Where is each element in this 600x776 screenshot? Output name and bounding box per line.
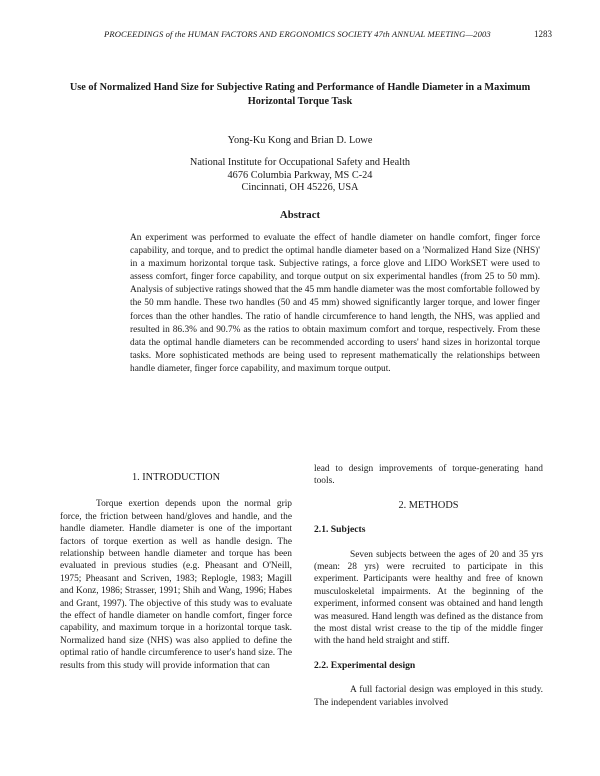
paper-title: Use of Normalized Hand Size for Subjective Rating and Performance of Handle Diameter in a Maximum Horizontal Torque Task [69, 82, 531, 107]
authors: Yong-Ku Kong and Brian D. Lowe [227, 135, 373, 146]
abstract-heading: Abstract [279, 209, 321, 221]
right-column [314, 463, 543, 709]
introduction-heading: 1. INTRODUCTION [131, 472, 221, 483]
subjects-heading: 2.1. Subjects [314, 524, 366, 536]
page-number: 1283 [534, 29, 552, 39]
methods-heading: 2. METHODS [398, 499, 459, 511]
design-paragraph: A full factorial design was employed in this study. The independent variables involved [314, 685, 543, 708]
affiliation-institution: National Institute for Occupational Safety and Health [189, 157, 411, 168]
left-column [60, 472, 292, 672]
conference-title: PROCEEDINGS of the HUMAN FACTORS AND ERGONOMICS SOCIETY 47th ANNUAL MEETING—2003 [104, 29, 491, 39]
introduction-continuation: lead to design improvements of torque-generating hand tools. [314, 464, 543, 487]
abstract-text: An experiment was performed to evaluate the effect of handle diameter on handle comfort, finger force capability, and torque, and to predict the optimal handle diameter based on a 'Normalized Hand Size (NHS)' in a maximum horizontal torque task. Subjective ratings, a force glove and LIDO WorkSET were used to assess comfort, finger force capability, and torque output on six experimental handles (from 25 to 50 mm). Analysis of subjective ratings showed that the 45 mm handle diameter was the most comfortable followed by the 50 mm handle. These two handles (50 and 45 mm) showed significantly larger torque, and lower finger forces than the other handles. The ratio of handle circumference to hand length, the NHS, was applied and resulted in 86.3% and 90.7% as the ratios to obtain maximum comfort and torque, respectively. From these data the optimal handle diameters can be recommended according to users' hand sizes in horizontal torque tasks. More sophisticated methods are being used to represent mathematically the relationships between handle diameter, finger force capability, and maximum torque output. [130, 233, 540, 374]
affiliation [60, 157, 540, 195]
running-header [0, 29, 600, 43]
design-heading: 2.2. Experimental design [314, 659, 416, 671]
subjects-paragraph: Seven subjects between the ages of 20 and 35 yrs (mean: 28 yrs) were recruited to participate in this experiment. Participants were healthy and free of known musculoskeletal impairments. At the beginning of the experiment, informed consent was obtained and hand length was measured. Hand length was defined as the distance from the most distal wrist crease to the tip of the middle finger with the hand held straight and stiff. [314, 549, 543, 647]
affiliation-street: 4676 Columbia Parkway, MS C-24 [227, 169, 373, 181]
introduction-paragraph: Torque exertion depends upon the normal grip force, the friction between hand/gloves and handle, and the handle diameter. Handle diameter is one of the important factors of torque exertion as well as handle design. The relationship between handle diameter and torque has been evaluated in previous studies (e.g. Pheasant and O'Neill, 1975; Pheasant and Scriven, 1983; Replogle, 1983; Magill and Konz, 1986; Strasser, 1991; Shih and Wang, 1996; Habes and Grant, 1997). The objective of this study was to evaluate the effect of handle diameter on handle comfort, finger force capability, and maximum torque in a horizontal torque task. Normalized hand size (NHS) was also applied to define the optimal ratio of handle circumference to user's hand size. The results from this study will provide information that can [60, 499, 292, 671]
affiliation-city: Cincinnati, OH 45226, USA [241, 182, 359, 194]
